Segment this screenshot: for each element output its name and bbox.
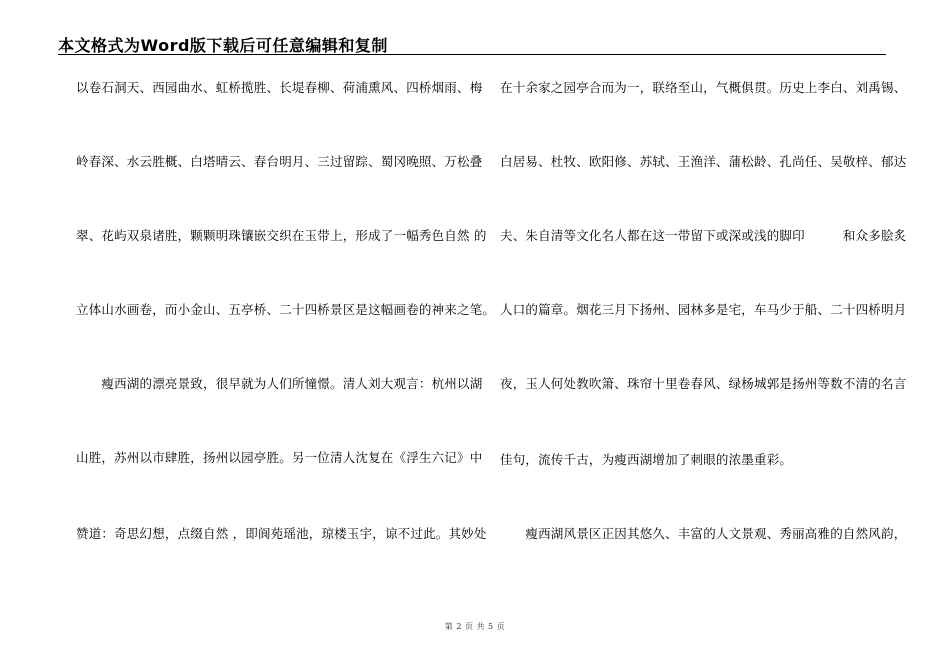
text-line: 立体山水画卷，而小金山、五亭桥、二十四桥景区是这幅画卷的神来之笔。 [76,302,496,317]
text-line: 夜，玉人何处教吹箫、珠帘十里卷春风、绿杨城郭是扬州等数不清的名言 [500,376,907,391]
text-line: 瘦西湖风景区正因其悠久、丰富的人文景观、秀丽高雅的自然风韵， [500,526,907,541]
text-line: 在十余家之园亭合而为一，联络至山，气概俱贯。历史上李白、刘禹锡、 [500,80,907,95]
text-line: 翠、花屿双泉诸胜，颗颗明珠镶嵌交织在玉带上，形成了一幅秀色自然 的 [76,228,487,243]
text-line: 白居易、杜牧、欧阳修、苏轼、王渔洋、蒲松龄、孔尚任、吴敬梓、郁达 [500,154,907,169]
text-line: 岭春深、水云胜概、白塔晴云、春台明月、三过留踪、蜀冈晚照、万松叠 [76,154,483,169]
text-line: 人口的篇章。烟花三月下扬州、园林多是宅，车马少于船、二十四桥明月 [500,302,907,317]
text-line: 夫、朱自清等文化名人都在这一带留下或深或浅的脚印 和众多脍炙 [500,228,907,243]
text-line: 佳句，流传千古，为瘦西湖增加了刺眼的浓墨重彩。 [500,452,793,467]
text-line: 山胜，苏州以市肆胜，扬州以园亭胜。另一位清人沈复在《浮生六记》中 [76,450,483,465]
text-line: 以卷石洞天、西园曲水、虹桥揽胜、长堤春柳、荷浦熏风、四桥烟雨、梅 [76,80,483,95]
page-header-title: 本文格式为Word版下载后可任意编辑和复制 [58,36,388,55]
header-divider [58,54,886,55]
text-line: 瘦西湖的漂亮景致，很早就为人们所憧憬。清人刘大观言：杭州以湖 [76,376,483,391]
text-line: 赞道：奇思幻想，点缀自然 ，即阆苑瑶池，琼楼玉宇，谅不过此。其妙处 [76,526,487,541]
page-number-footer: 第 2 页 共 5 页 [444,622,506,631]
